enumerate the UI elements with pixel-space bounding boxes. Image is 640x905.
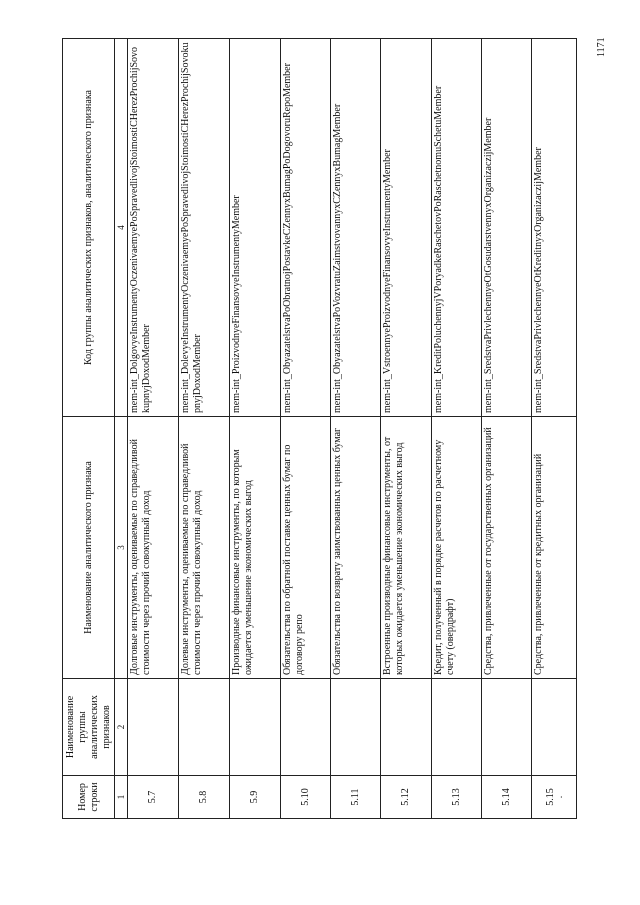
table-row: [381, 39, 432, 819]
table-row: [230, 39, 281, 819]
row-number: 5.12: [381, 776, 432, 819]
group-name-cell: [179, 679, 230, 776]
group-name-cell: [381, 679, 432, 776]
code-cell: mem-int_SredstvaPrivlechennyeOtGosudarstvennyxOrganizaczijMember: [482, 39, 532, 417]
header-attribute-name: Наименование аналитического признака: [63, 417, 115, 679]
code-cell: mem-int_DolgovyeInstrumentyOczenivaemyePoSpravedlivojStoimostiCHerezProchijSovokupnyjDoxodMember: [128, 39, 179, 417]
attribute-name-cell: Долговые инструменты, оцениваемые по справедливой стоимости через прочий совокупный доход: [128, 417, 179, 679]
column-number: 1: [115, 776, 128, 819]
group-name-cell: [432, 679, 482, 776]
header-code: Код группы аналитических признаков, аналитического признака: [63, 39, 115, 417]
table-row: [179, 39, 230, 819]
group-name-cell: [482, 679, 532, 776]
header-group-name: Наименование группы аналитических признаков: [63, 679, 115, 776]
group-name-cell: [128, 679, 179, 776]
page-number: 1171: [596, 37, 607, 57]
row-number-cell: [532, 776, 577, 819]
attribute-name-cell: Обязательства по возврату заимствованных ценных бумаг: [331, 417, 381, 679]
analytic-attributes-table: [62, 38, 577, 819]
code-cell: mem-int_ObyazatelstvaPoVozvratuZaimstvovannyxCZennyxBumagMember: [331, 39, 381, 417]
row-number: 5.9: [230, 776, 281, 819]
code-cell: mem-int_VstroennyeProizvodnyeFinansovyeInstrumentyMember: [381, 39, 432, 417]
code-cell: mem-int_ObyazatelstvaPoObratnojPostavkeCZennyxBumagPoDogovoruRepoMember: [281, 39, 331, 417]
table-row: [128, 39, 179, 819]
attribute-name-cell: Производные финансовые инструменты, по которым ожидается уменьшение экономических выгод: [230, 417, 281, 679]
attribute-name-cell: Кредит, полученный в порядке расчетов по расчетному счету (овердрафт): [432, 417, 482, 679]
code-cell: mem-int_SredstvaPrivlechennyeOtKreditnyxOrganizaczijMember: [532, 39, 577, 417]
table-row: [432, 39, 482, 819]
table-header-row: [63, 39, 115, 819]
row-number: 5.14: [482, 776, 532, 819]
column-numbers-row: [115, 39, 128, 819]
row-number: 5.11: [331, 776, 381, 819]
column-number: 3: [115, 417, 128, 679]
group-name-cell: [230, 679, 281, 776]
table-row: [331, 39, 381, 819]
table-row: [281, 39, 331, 819]
code-cell: mem-int_ProizvodnyeFinansovyeInstrumentyMember: [230, 39, 281, 417]
table-row: [482, 39, 532, 819]
group-name-cell: [532, 679, 577, 776]
attribute-name-cell: Обязательства по обратной поставке ценных бумаг по договору репо: [281, 417, 331, 679]
column-number: 2: [115, 679, 128, 776]
row-number: 5.13: [432, 776, 482, 819]
code-cell: mem-int_DolevyeInstrumentyOczenivaemyePoSpravedlivojStoimostiCHerezProchijSovokupnyjDoxodMember: [179, 39, 230, 417]
header-row-number: Номер строки: [63, 776, 115, 819]
attribute-name-cell: Средства, привлеченные от государственных организаций: [482, 417, 532, 679]
row-number: 5.15: [545, 788, 556, 806]
attribute-name-cell: Встроенные производные финансовые инструменты, от которых ожидается уменьшение экономических выгод: [381, 417, 432, 679]
code-cell: mem-int_KreditPoluchennyjVPoryadkeRaschetovPoRaschetnomuSchetuMember: [432, 39, 482, 417]
table-row: [532, 39, 577, 819]
row-number: 5.7: [128, 776, 179, 819]
attribute-name-cell: Средства, привлеченные от кредитных организаций: [532, 417, 577, 679]
row-number: 5.8: [179, 776, 230, 819]
attribute-name-cell: Долевые инструменты, оцениваемые по справедливой стоимости через прочий совокупный доход: [179, 417, 230, 679]
group-name-cell: [281, 679, 331, 776]
column-number: 4: [115, 39, 128, 417]
row-number: 5.10: [281, 776, 331, 819]
row-dot-mark: .: [554, 795, 565, 799]
group-name-cell: [331, 679, 381, 776]
